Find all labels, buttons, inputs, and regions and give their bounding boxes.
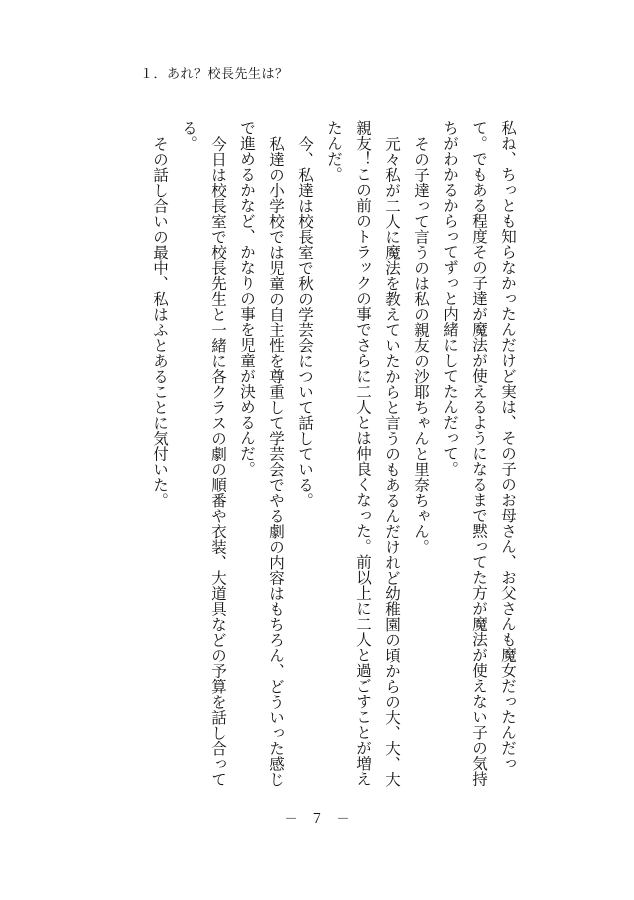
- paragraph: その話し合いの最中、私はふとあることに気付いた。: [151, 135, 169, 508]
- paragraph: 私達の小学校では児童の自主性を尊重して学芸会でやる劇の内容はもちろん、どういった感じで進めるかなど、かなりの事を児童が決めるんだ。: [238, 120, 285, 787]
- paragraph: その子達って言うのは私の親友の沙耶ちゃんと里奈ちゃん。: [412, 135, 430, 554]
- chapter-title: １．あれ？校長先生は？: [140, 67, 289, 82]
- paragraph: 元々私が二人に魔法を教えていたからと言うのもあるんだけれど幼稚園の頃からの大、大、大親友！この前のトラックの事でさらに二人とは仲良くなった。前以上に二人と過ごすことが増えたんだ。: [325, 120, 401, 787]
- paragraph: 今、私達は校長室で秋の学芸会について話している。: [296, 135, 314, 508]
- paragraph: 今日は校長室で校長先生と一緒に各クラスの劇の順番や衣装、大道具などの予算を話し合ってる。: [180, 120, 227, 787]
- body-text: [145, 120, 522, 800]
- page-number: － ７ －: [284, 812, 350, 827]
- paragraph: 私ね、ちっとも知らなかったんだけど実は、その子のお母さん、お父さんも魔女だったんだって。でもある程度その子達が魔法が使えるようになるまで黙ってた方が魔法が使えない子の気持ちがわかるからってずっと内緒にしてたんだって。: [441, 120, 517, 787]
